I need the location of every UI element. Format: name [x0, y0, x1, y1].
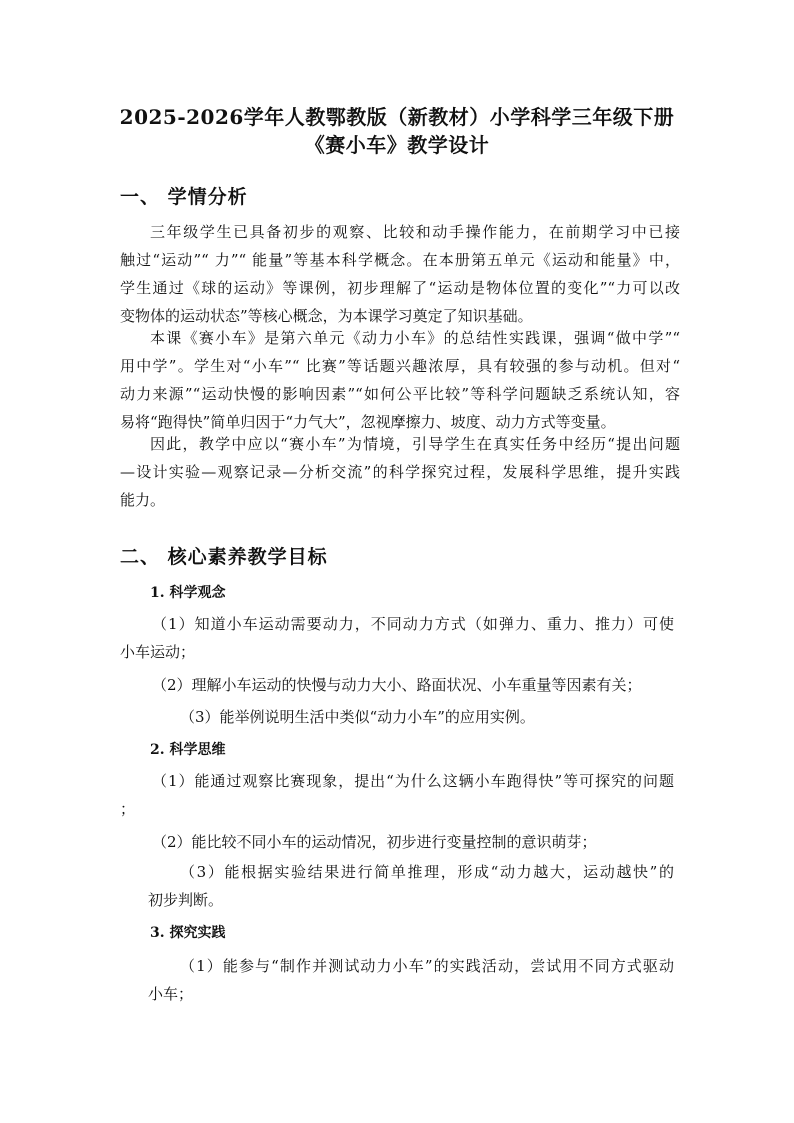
paragraph-line: 学生通过《球的运动》等课例，初步理解了“运动是物体位置的变化”“力可以改 — [120, 279, 680, 297]
goal-line: （1）能通过观察比赛现象，提出“为什么这辆小车跑得快”等可探究的问题 — [152, 772, 674, 790]
goal-item-continued — [148, 886, 674, 914]
goal-item-continued — [120, 638, 674, 666]
goal-line: （3）能根据实验结果进行简单推理，形成“动力越大，运动越快”的 — [180, 863, 674, 881]
subheading-science-concepts: 1. 科学观念 — [150, 585, 226, 601]
goal-line: 小车； — [148, 985, 194, 1003]
paragraph-line: 触过“运动”“ 力”“ 能量”等基本科学概念。在本册第五单元《运动和能量》中， — [120, 251, 680, 269]
paragraph-line: 本课《赛小车》是第六单元《动力小车》的总结性实践课，强调“做中学”“ — [150, 329, 680, 347]
goal-line: 小车运动； — [120, 643, 196, 661]
goal-item-continued — [120, 795, 674, 823]
paragraph-line: 因此，教学中应以“赛小车”为情境，引导学生在真实任务中经历“提出问题 — [150, 435, 680, 453]
paragraph-1 — [120, 218, 680, 330]
goal-line: 初步判断。 — [148, 891, 224, 909]
goal-item-continued — [148, 980, 674, 1008]
paragraph-line: 变物体的运动状态”等核心概念，为本课学习奠定了知识基础。 — [120, 307, 533, 325]
section-heading-learning-analysis: 一、 学情分析 — [120, 186, 248, 208]
paragraph-3 — [120, 430, 680, 514]
goal-item — [152, 610, 674, 638]
goal-item — [152, 828, 674, 856]
subheading-science-thinking: 2. 科学思维 — [150, 742, 226, 758]
goal-line: ； — [120, 800, 136, 818]
document-title-line1: 2025-2026学年人教鄂教版（新教材）小学科学三年级下册 — [119, 105, 675, 129]
paragraph-line: 用中学”。学生对“小车”“ 比赛”等话题兴趣浓厚，具有较强的参与动机。但对“ — [120, 357, 680, 375]
paragraph-line: 能力。 — [120, 491, 166, 509]
goal-item — [180, 952, 674, 980]
goal-item — [152, 767, 674, 795]
paragraph-line: 动力来源”“运动快慢的影响因素”“如何公平比较”等科学问题缺乏系统认知，容 — [120, 385, 680, 403]
goal-line: （3）能举例说明生活中类似“动力小车”的应用实例。 — [180, 708, 535, 726]
section-heading-core-goals: 二、 核心素养教学目标 — [120, 546, 328, 568]
goal-item — [180, 703, 674, 731]
paragraph-line: —设计实验—观察记录—分析交流”的科学探究过程，发展科学思维，提升实践 — [120, 463, 680, 481]
document-title-line2: 《赛小车》教学设计 — [304, 133, 490, 157]
goal-item — [152, 671, 674, 699]
goal-item — [180, 858, 674, 886]
subheading-inquiry-practice: 3. 探究实践 — [150, 925, 226, 941]
paragraph-2 — [120, 324, 680, 436]
goal-line: （1）能参与“制作并测试动力小车”的实践活动，尝试用不同方式驱动 — [180, 957, 674, 975]
goal-line: （1）知道小车运动需要动力，不同动力方式（如弹力、重力、推力）可使 — [152, 615, 674, 633]
paragraph-line: 易将“跑得快”简单归因于“力气大”，忽视摩擦力、坡度、动力方式等变量。 — [120, 413, 616, 431]
paragraph-line: 三年级学生已具备初步的观察、比较和动手操作能力，在前期学习中已接 — [150, 223, 680, 241]
goal-line: （2）理解小车运动的快慢与动力大小、路面状况、小车重量等因素有关； — [152, 676, 642, 694]
goal-line: （2）能比较不同小车的运动情况，初步进行变量控制的意识萌芽； — [152, 833, 597, 851]
